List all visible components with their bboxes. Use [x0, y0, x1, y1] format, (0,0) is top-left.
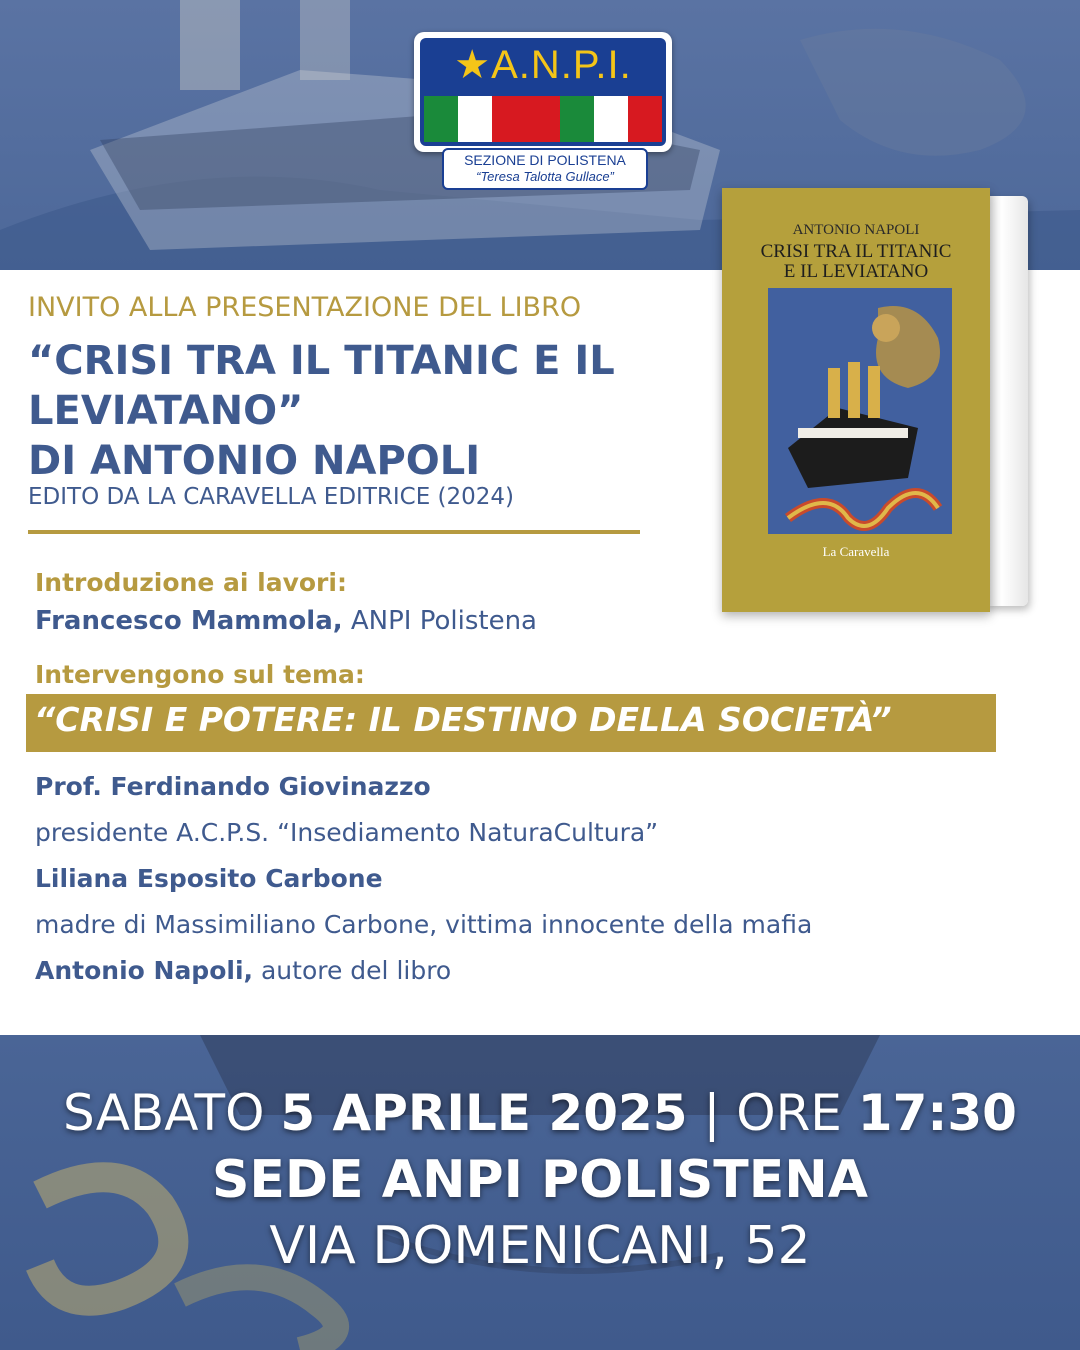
logo-dedication: “Teresa Talotta Gullace” — [476, 169, 614, 184]
speaker3-name: Antonio Napoli, — [35, 956, 254, 985]
gold-divider — [28, 530, 640, 534]
logo-inner — [420, 38, 666, 146]
speaker3-role: autore del libro — [253, 956, 452, 985]
speaker1-name-text: Prof. Ferdinando Giovinazzo — [35, 772, 431, 801]
logo-frame — [414, 32, 672, 152]
speaker1-name — [35, 772, 431, 801]
book-cover-artwork — [768, 288, 952, 534]
book-title-line2: LEVIATANO” — [28, 388, 304, 434]
speakers-label: Intervengono sul tema: — [35, 660, 365, 689]
logo-title: ★A.N.P.I. — [454, 43, 632, 87]
book-cover-image — [722, 188, 1044, 616]
event-day: SABATO — [63, 1084, 281, 1142]
book-author-line: DI ANTONIO NAPOLI — [28, 438, 481, 484]
book-cover-publisher: La Caravella — [822, 544, 890, 559]
speaker2-role: madre di Massimiliano Carbone, vittima innocente della mafia — [35, 910, 813, 939]
book-title — [28, 336, 688, 486]
speaker3-line — [35, 956, 451, 985]
event-date-time — [0, 1084, 1080, 1142]
intro-label: Introduzione ai lavori: — [35, 568, 347, 597]
book-cover-title-line1: CRISI TRA IL TITANIC — [760, 241, 952, 262]
logo-section: SEZIONE DI POLISTENA — [464, 152, 626, 168]
book-cover — [722, 188, 990, 612]
intro-name: Francesco Mammola, — [35, 606, 343, 636]
speaker2-name — [35, 864, 383, 893]
book-cover-author: ANTONIO NAPOLI — [792, 222, 920, 238]
book-cover-title-line2: E IL LEVIATANO — [783, 261, 929, 282]
event-date: 5 APRILE 2025 — [280, 1084, 688, 1142]
intro-role: ANPI Polistena — [342, 606, 537, 636]
book-title-line1: “CRISI TRA IL TITANIC E IL — [28, 338, 615, 384]
edition-line: EDITO DA LA CARAVELLA EDITRICE (2024) — [28, 484, 515, 510]
event-venue: SEDE ANPI POLISTENA — [211, 1150, 869, 1210]
cover-ship-icon — [768, 288, 952, 534]
book-pages — [984, 196, 1028, 606]
anpi-logo — [414, 32, 672, 190]
invite-heading: INVITO ALLA PRESENTAZIONE DEL LIBRO — [28, 292, 582, 323]
event-separator: | ORE — [687, 1084, 858, 1142]
speaker2-name-text: Liliana Esposito Carbone — [35, 864, 383, 893]
italian-flags — [424, 96, 662, 142]
theme-title: “CRISI E POTERE: IL DESTINO DELLA SOCIETÀ” — [34, 700, 892, 739]
intro-line — [35, 606, 537, 636]
event-time: 17:30 — [857, 1084, 1017, 1142]
logo-section-banner — [442, 148, 648, 190]
book-cover-title — [722, 242, 990, 282]
event-address: VIA DOMENICANI, 52 — [269, 1216, 811, 1276]
speaker1-role: presidente A.C.P.S. “Insediamento NaturaCultura” — [35, 818, 659, 847]
